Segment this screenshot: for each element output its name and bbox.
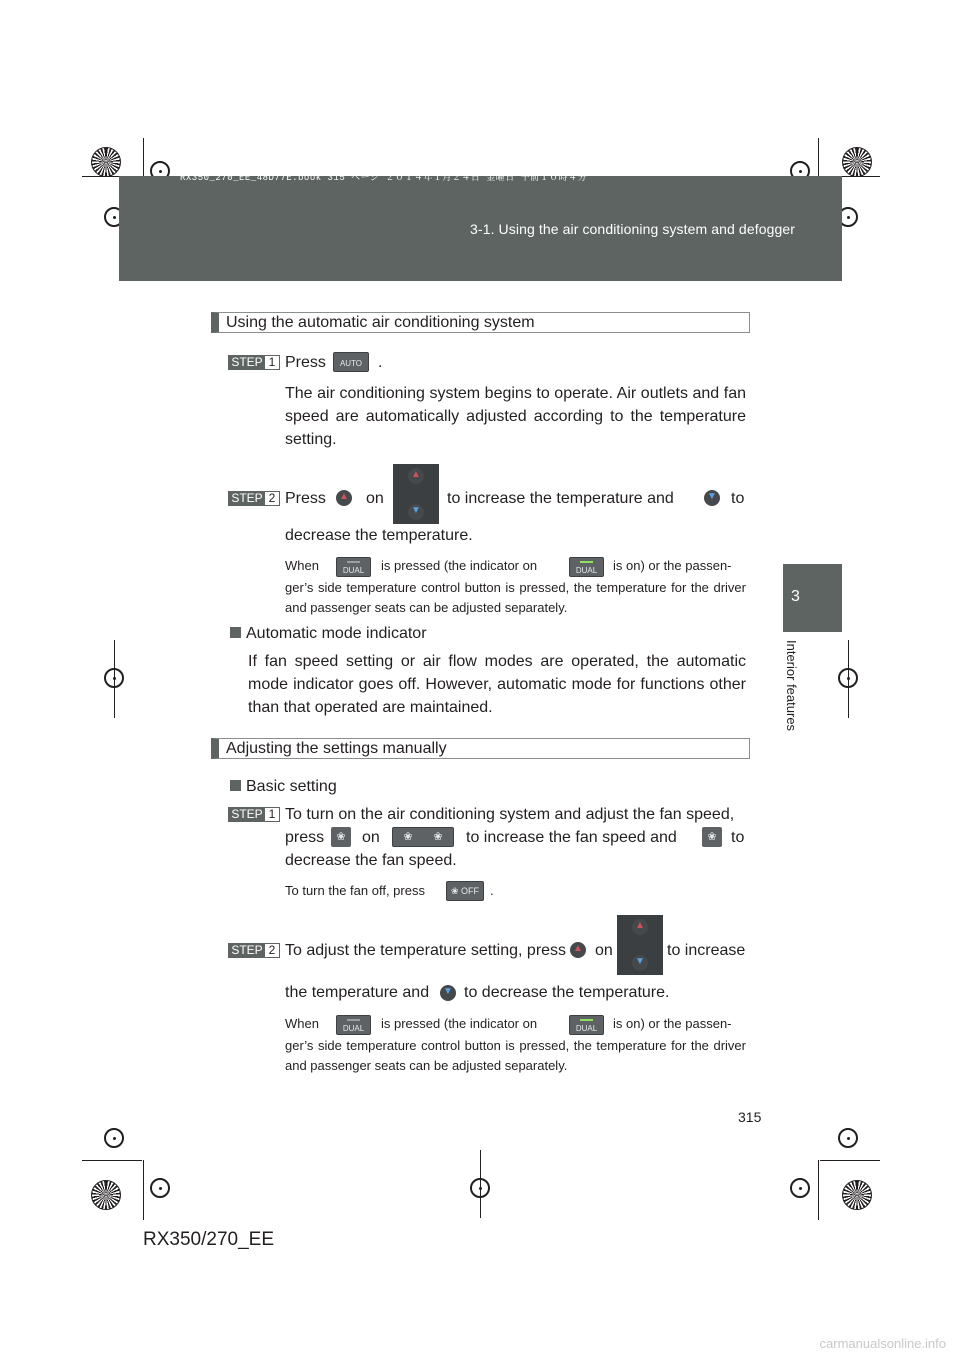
model-code: RX350/270_EE <box>143 1229 274 1250</box>
down-arrow-icon: ▼ <box>632 955 648 971</box>
down-arrow-icon: ▼ <box>408 504 424 520</box>
temp-on-text: on <box>595 942 613 959</box>
registration-star-top-right <box>842 147 872 177</box>
step2-to-text: to <box>731 490 745 507</box>
page-number: 315 <box>738 1109 762 1125</box>
fan-on-text: on <box>362 829 380 846</box>
up-arrow-icon: ▲ <box>408 468 424 484</box>
dual-button: DUAL <box>336 1015 371 1035</box>
note-pressed-text: is pressed (the indicator on <box>381 1016 538 1031</box>
chapter-title: 3-1. Using the air conditioning system and defogger <box>470 221 795 237</box>
crosshair-mark <box>150 1178 170 1198</box>
step2-decrease-text: decrease the temperature. <box>285 527 473 544</box>
fan-icon: ❀ <box>403 831 413 843</box>
temperature-rocker-switch <box>617 915 663 975</box>
temp-line2a: the temperature and <box>285 984 430 1001</box>
step-1-badge: STEP 1 <box>228 807 280 822</box>
site-watermark: carmanualsonline.info <box>819 1336 946 1351</box>
dual-button: DUAL <box>336 557 371 577</box>
dual-indicator-on-button: DUAL <box>569 557 604 577</box>
fan-press-text: press <box>285 829 325 846</box>
crop-line <box>480 1150 481 1218</box>
crop-line <box>82 1160 142 1161</box>
chapter-number: 3 <box>791 588 800 605</box>
step1-description: The air conditioning system begins to operate. Air outlets and fan speed are automatically adjusted according to the temperature setting. <box>285 385 746 448</box>
fan-icon: ❀ <box>450 886 462 896</box>
fan-speed-rocker-switch <box>392 827 454 847</box>
crosshair-mark <box>838 1128 858 1148</box>
step1-press-text: Press <box>285 354 326 371</box>
temp-increase-text: to increase <box>667 942 746 959</box>
crop-line <box>114 640 115 718</box>
crop-line <box>820 1160 880 1161</box>
subheading-basic-setting: Basic setting <box>230 778 337 796</box>
crosshair-mark <box>790 1178 810 1198</box>
fan-icon: ❀ <box>433 831 443 843</box>
subheading-automatic-mode: Automatic mode indicator <box>230 625 427 643</box>
section-heading-manual: Adjusting the settings manually <box>211 738 750 759</box>
crosshair-mark <box>104 1128 124 1148</box>
crop-line <box>143 1160 144 1220</box>
up-arrow-icon: ▲ <box>336 490 352 506</box>
crop-line <box>848 640 849 718</box>
fan-step1-line1: To turn on the air conditioning system and adjust the fan speed, <box>285 806 735 823</box>
fan-off-period: . <box>490 883 494 898</box>
print-info-line: RX350_270_EE_48D77E.book 315 ページ ２０１４年１月２４日 金曜日 午前１０時４分 <box>180 173 588 183</box>
auto-button: AUTO <box>333 352 369 372</box>
note-when-text: When <box>285 558 319 573</box>
note-on-text: is on) or the passen- <box>613 558 732 573</box>
down-arrow-icon: ▼ <box>440 985 456 1001</box>
note-when-text: When <box>285 1016 319 1031</box>
step-2-badge: STEP 2 <box>228 943 280 958</box>
temp-line2b: to decrease the temperature. <box>464 984 670 1001</box>
fan-increase-text: to increase the fan speed and <box>466 829 677 846</box>
step2-on-text: on <box>366 490 384 507</box>
step-2-badge: STEP 2 <box>228 491 280 506</box>
fan-to-text: to <box>731 829 745 846</box>
note-dual-description: ger’s side temperature control button is pressed, the temperature for the driver and passenger seats can be adjusted separately. <box>285 580 746 615</box>
step2-increase-text: to increase the temperature and <box>447 490 674 507</box>
up-arrow-icon: ▲ <box>570 942 586 958</box>
step1-period: . <box>378 354 383 371</box>
step2-press-text: Press <box>285 490 326 507</box>
step-1-badge: STEP 1 <box>228 355 280 370</box>
fan-icon: ❀ <box>702 827 722 847</box>
fan-decrease-text: decrease the fan speed. <box>285 852 457 869</box>
temperature-rocker-switch <box>393 464 439 524</box>
note-on-text: is on) or the passen- <box>613 1016 732 1031</box>
note-pressed-text: is pressed (the indicator on <box>381 558 538 573</box>
registration-star-bottom-right <box>842 1180 872 1210</box>
square-bullet-icon <box>230 627 241 638</box>
dual-indicator-on-button: DUAL <box>569 1015 604 1035</box>
automatic-mode-description: If fan speed setting or air flow modes are operated, the automatic mode indicator goes off. However, automatic mode for functions other than that operated are maintained. <box>248 653 746 716</box>
crop-line <box>818 1160 819 1220</box>
fan-icon: ❀ <box>331 827 351 847</box>
temp-step2-line1: To adjust the temperature setting, press <box>285 942 567 959</box>
note-dual-description: ger’s side temperature control button is pressed, the temperature for the driver and passenger seats can be adjusted separately. <box>285 1038 746 1073</box>
square-bullet-icon <box>230 780 241 791</box>
down-arrow-icon: ▼ <box>704 490 720 506</box>
chapter-tab-label: Interior features <box>784 640 799 732</box>
section-heading-automatic: Using the automatic air conditioning system <box>211 312 750 333</box>
registration-star-top-left <box>91 147 121 177</box>
registration-star-bottom-left <box>91 1180 121 1210</box>
up-arrow-icon: ▲ <box>632 919 648 935</box>
fan-off-button: ❀ OFF <box>446 881 484 901</box>
fan-off-note: To turn the fan off, press <box>285 883 425 898</box>
